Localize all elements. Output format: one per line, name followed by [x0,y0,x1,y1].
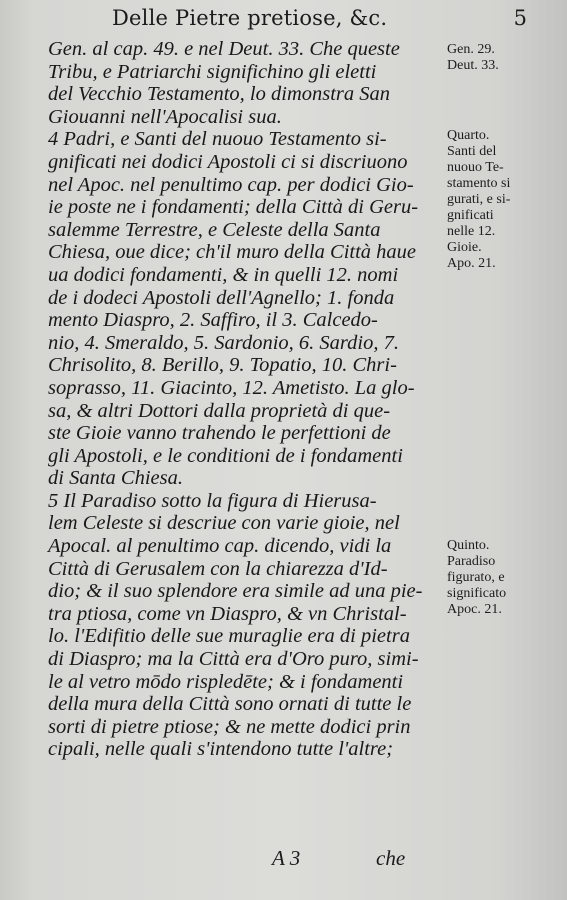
margin-note-line: nuouo Te- [447,160,504,175]
margin-note-line: Gioie. [447,240,482,255]
text-line: nel Apoc. nel penultimo cap. per dodici Gio- [48,173,414,196]
margin-note-quarto [447,128,562,272]
text-line: mento Diaspro, 2. Saffiro, il 3. Calcedo- [48,309,378,332]
text-line: le al vetro mōdo rispledēte; & i fondamenti [48,670,404,693]
text-line: Giouanni nell'Apocalisi sua. [48,105,282,128]
text-line: tra ptiosa, come vn Diaspro, & vn Christal- [48,602,407,625]
running-header [112,4,527,36]
margin-note-line: figurato, e [447,570,505,585]
text-line: 5 Il Paradiso sotto la figura di Hierusa- [48,489,377,512]
text-line: de i dodeci Apostoli dell'Agnello; 1. fonda [48,286,395,309]
text-line: gnificati nei dodici Apostoli ci si discriuono [48,150,408,173]
text-line: soprasso, 11. Giacinto, 12. Ametisto. La glo- [48,376,415,399]
text-line: lo. l'Edifitio delle sue muraglie era di pietra [48,625,410,648]
signature-mark: A 3 [272,846,301,870]
margin-note-quinto [447,538,562,618]
text-line: ua dodici fondamenti, & in quelli 12. nomi [48,263,399,286]
text-line: della mura della Città sono ornati di tutte le [48,693,412,716]
catchword: che [376,846,406,870]
page-number: 5 [513,6,527,30]
margin-note-line: significato [447,586,507,601]
text-line: salemme Terrestre, e Celeste della Santa [48,218,381,241]
margin-note-line: nelle 12. [447,224,496,239]
text-line: Apocal. al penultimo cap. dicendo, vidi la [48,535,392,558]
text-line: 4 Padri, e Santi del nuouo Testamento si- [48,128,387,151]
text-line: lem Celeste si descriue con varie gioie, nel [48,512,400,535]
text-line: Chiesa, oue dice; ch'il muro della Città haue [48,241,417,264]
text-line: Città di Gerusalem con la chiarezza d'Id- [48,557,388,580]
text-line: di Santa Chiesa. [48,467,183,490]
text-line: Tribu, e Patriarchi significhino gli eletti [48,60,377,83]
margin-note-line: gnificati [447,208,494,223]
margin-note-line: Quarto. [447,128,490,143]
page-footer [0,846,567,876]
margin-note-line: Apoc. 21. [447,602,502,617]
text-line: gli Apostoli, e le conditioni de i fondamenti [48,444,403,467]
margin-note-line: gurati, e si- [447,192,511,207]
margin-note-gen [447,42,562,74]
text-line: cipali, nelle quali s'intendono tutte l'altre; [48,738,394,761]
text-line: sorti di pietre ptiose; & ne mette dodici prin [48,715,411,738]
margin-note-line: Apo. 21. [447,256,496,271]
text-line: sa, & altri Dottori dalla proprietà di que- [48,399,391,422]
text-line: ste Gioie vanno trahendo le perfettioni de [48,422,391,445]
main-text [48,38,443,761]
margin-note-line: Gen. 29. [447,42,495,57]
text-line: dio; & il suo splendore era simile ad una pie- [48,580,423,603]
text-line: Chrisolito, 8. Berillo, 9. Topatio, 10. Chri- [48,354,397,377]
text-line: del Vecchio Testamento, lo dimonstra San [48,83,391,106]
text-line: ie poste ne i fondamenti; della Città di Geru- [48,196,419,219]
margin-note-line: Santi del [447,144,497,159]
margin-note-line: stamento si [447,176,511,191]
running-title: Delle Pietre pretiose, &c. [112,6,388,30]
margin-note-line: Paradiso [447,554,496,569]
margin-note-line: Deut. 33. [447,58,499,73]
text-line: di Diaspro; ma la Città era d'Oro puro, simi- [48,648,419,671]
text-line: nio, 4. Smeraldo, 5. Sardonio, 6. Sardio, 7. [48,331,399,354]
text-line: Gen. al cap. 49. e nel Deut. 33. Che queste [48,38,400,60]
margin-note-line: Quinto. [447,538,490,553]
